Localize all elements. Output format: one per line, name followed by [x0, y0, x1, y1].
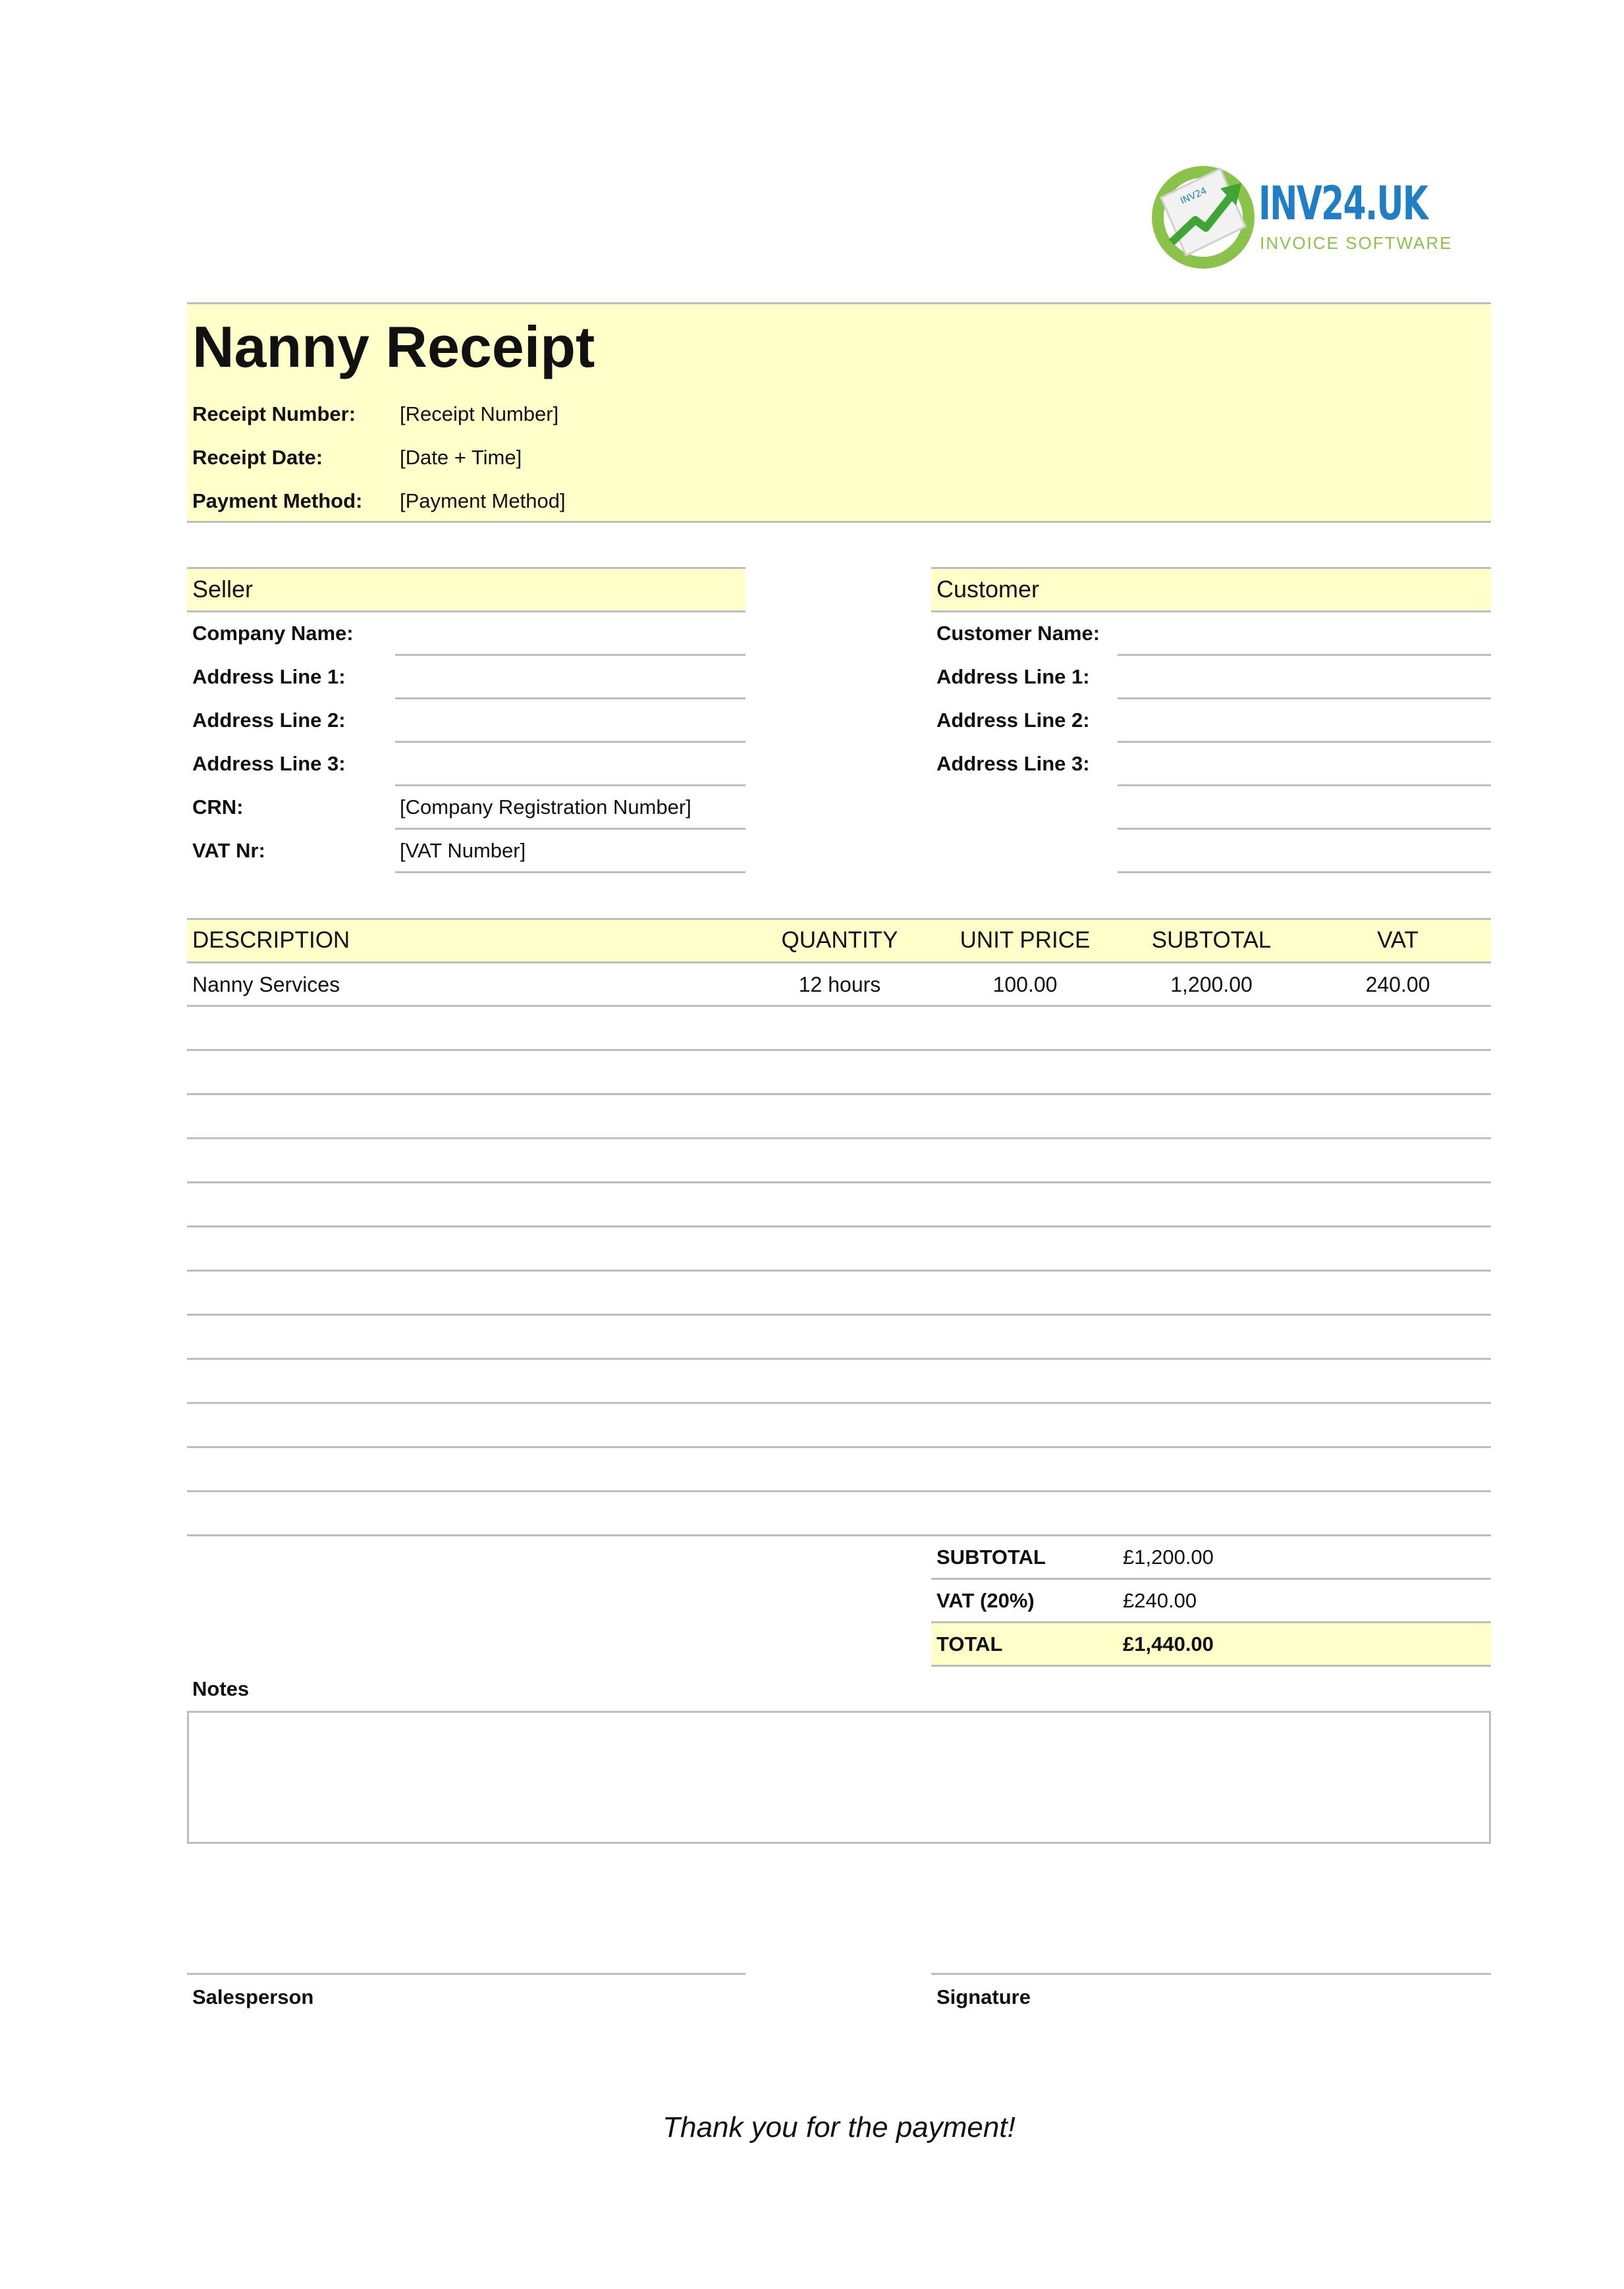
- column-header-quantity: QUANTITY: [781, 927, 898, 953]
- page-title: Nanny Receipt: [192, 314, 595, 379]
- company-name-field[interactable]: [395, 654, 745, 656]
- item-quantity: 12 hours: [798, 973, 881, 996]
- customer-name-label: Customer Name:: [936, 622, 1100, 645]
- vat-nr-value: [VAT Number]: [400, 839, 526, 862]
- seller-address-line-3-label: Address Line 3:: [192, 752, 346, 775]
- customer-address-line-3-label: Address Line 3:: [936, 752, 1090, 775]
- logo-tagline: INVOICE SOFTWARE: [1260, 233, 1453, 253]
- logo-brand-text: INV24.UK: [1259, 176, 1428, 230]
- customer-extra-field[interactable]: [1118, 828, 1491, 830]
- column-header-subtotal: SUBTOTAL: [1151, 927, 1272, 953]
- seller-header-bar: [187, 568, 745, 611]
- crn-label: CRN:: [192, 795, 244, 819]
- payment-method-label: Payment Method:: [192, 489, 363, 512]
- svg-text:INV24: INV24: [1179, 185, 1208, 207]
- crn-value: [Company Registration Number]: [400, 795, 691, 819]
- seller-address-line-2-label: Address Line 2:: [192, 709, 346, 732]
- vat-nr-label: VAT Nr:: [192, 839, 265, 862]
- total-value: £1,440.00: [1123, 1632, 1214, 1656]
- subtotal-label: SUBTOTAL: [936, 1546, 1046, 1569]
- thank-you-message: Thank you for the payment!: [663, 2111, 1015, 2143]
- customer-extra-field[interactable]: [1118, 871, 1491, 873]
- salesperson-label: Salesperson: [192, 1985, 314, 2008]
- table-row-divider: [187, 1049, 1491, 1051]
- column-header-description: DESCRIPTION: [192, 927, 350, 953]
- vat-total-label: VAT (20%): [936, 1589, 1035, 1612]
- seller-address-line-1-label: Address Line 1:: [192, 665, 346, 688]
- receipt-number-value: [Receipt Number]: [400, 402, 559, 425]
- seller-address-line-2-field[interactable]: [395, 741, 745, 743]
- signature-label: Signature: [936, 1985, 1031, 2008]
- salesperson-line[interactable]: [187, 1973, 745, 1975]
- table-row-divider: [187, 1446, 1491, 1448]
- table-row-divider: [187, 1534, 1491, 1536]
- customer-address-line-1-field[interactable]: [1118, 697, 1491, 699]
- divider: [187, 521, 1491, 523]
- payment-method-value: [Payment Method]: [400, 489, 566, 512]
- table-row-divider: [187, 1093, 1491, 1095]
- logo-emblem-icon: [1143, 157, 1261, 275]
- customer-address-line-2-field[interactable]: [1118, 741, 1491, 743]
- table-row-divider: [187, 1270, 1491, 1272]
- receipt-number-label: Receipt Number:: [192, 402, 356, 425]
- subtotal-value: £1,200.00: [1123, 1546, 1214, 1569]
- company-logo: [1143, 157, 1472, 275]
- signature-line[interactable]: [931, 1973, 1491, 1975]
- notes-label: Notes: [192, 1677, 250, 1700]
- customer-name-field[interactable]: [1118, 654, 1491, 656]
- customer-address-line-1-label: Address Line 1:: [936, 665, 1090, 688]
- column-header-unit-price: UNIT PRICE: [960, 927, 1091, 953]
- item-description: Nanny Services: [192, 973, 340, 996]
- seller-header: Seller: [192, 576, 254, 603]
- table-row-divider: [187, 1402, 1491, 1404]
- divider: [187, 567, 745, 569]
- total-label: TOTAL: [936, 1632, 1003, 1656]
- vat-total-value: £240.00: [1123, 1589, 1197, 1612]
- table-row-divider: [187, 1358, 1491, 1360]
- item-unit-price: 100.00: [992, 973, 1058, 996]
- column-header-vat: VAT: [1377, 927, 1419, 953]
- table-row-divider: [187, 1137, 1491, 1139]
- divider: [931, 1665, 1491, 1667]
- seller-address-line-1-field[interactable]: [395, 697, 745, 699]
- divider: [187, 302, 1491, 304]
- table-row-divider: [187, 1490, 1491, 1492]
- item-subtotal: 1,200.00: [1170, 973, 1253, 996]
- table-row-divider: [187, 1314, 1491, 1316]
- company-name-label: Company Name:: [192, 622, 354, 645]
- table-row-divider: [187, 1181, 1491, 1183]
- customer-header: Customer: [936, 576, 1040, 603]
- table-row-divider: [187, 1005, 1491, 1007]
- receipt-date-value: [Date + Time]: [400, 446, 522, 469]
- table-row-divider: [187, 1225, 1491, 1227]
- vat-nr-field[interactable]: [395, 871, 745, 873]
- notes-box[interactable]: [187, 1711, 1491, 1844]
- customer-address-line-2-label: Address Line 2:: [936, 709, 1090, 732]
- customer-address-line-3-field[interactable]: [1118, 784, 1491, 786]
- receipt-date-label: Receipt Date:: [192, 446, 323, 469]
- item-vat: 240.00: [1365, 973, 1430, 996]
